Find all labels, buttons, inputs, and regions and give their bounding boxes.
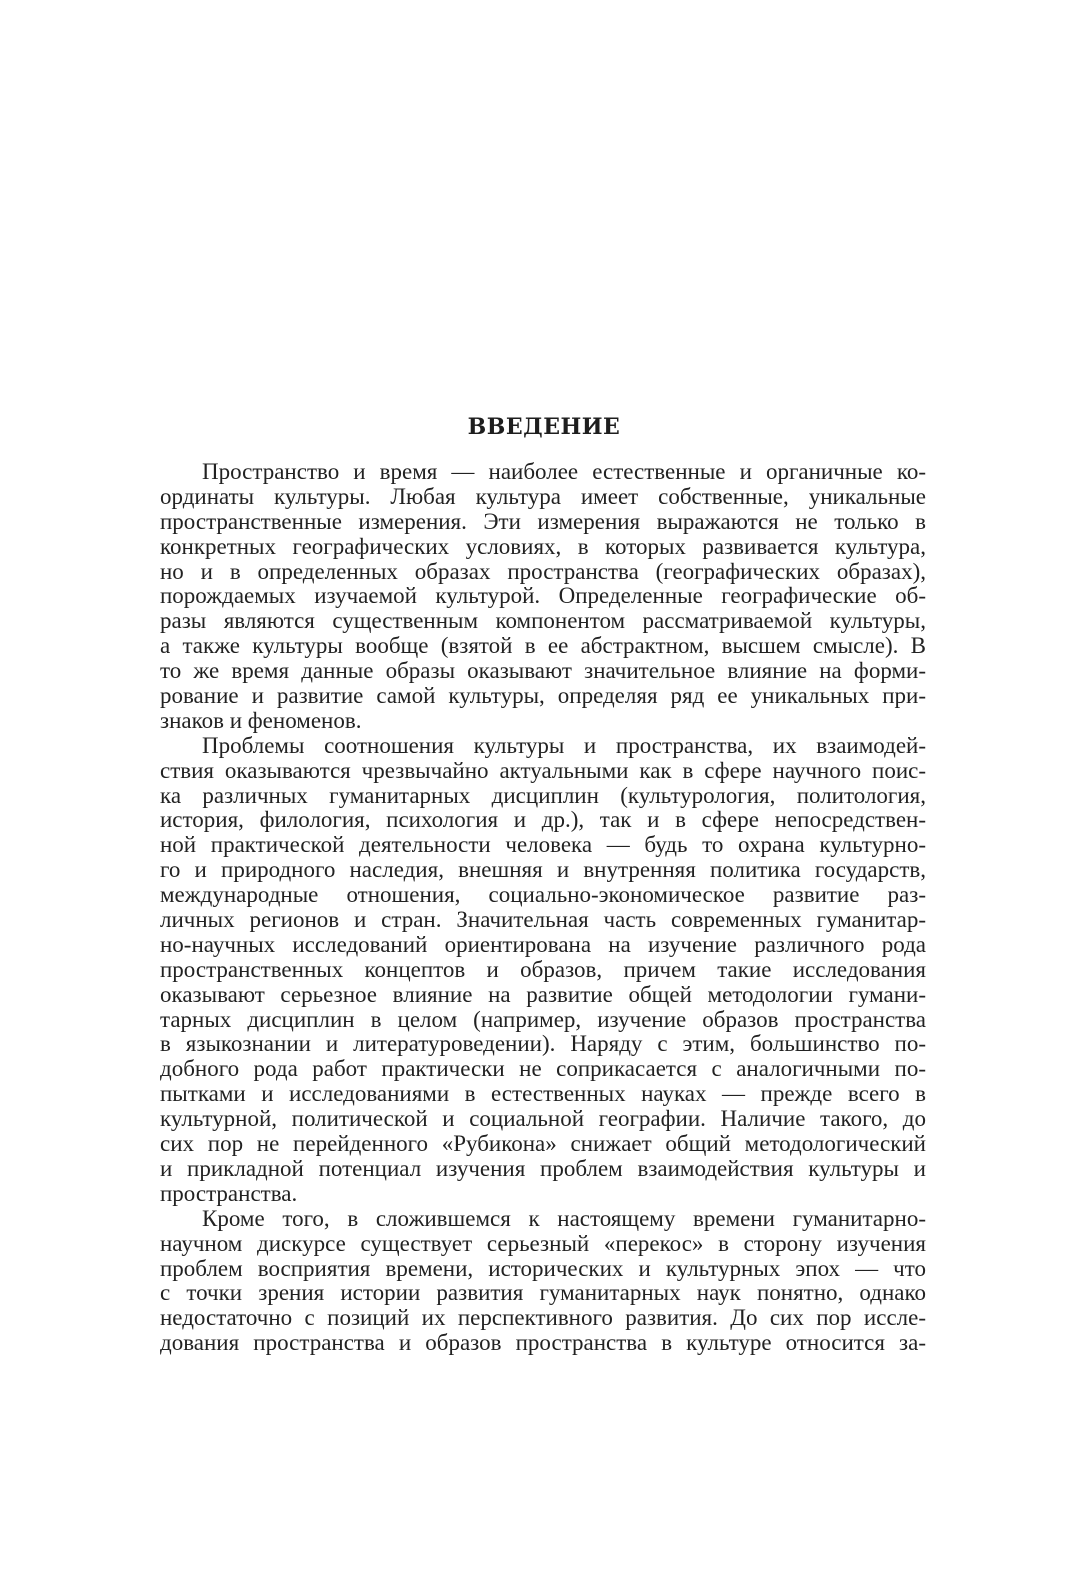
text-line: разы являются существенным компонентом рассматриваемой культуры, [160, 609, 926, 634]
text-line: научном дискурсе существует серьезный «перекос» в сторону изучения [160, 1231, 926, 1256]
paragraph [160, 734, 926, 1207]
text-line: ной практической деятельности человека — будь то охрана культурно- [160, 833, 926, 858]
text-line: недостаточно с позиций их перспективного развития. До сих пор иссле- [160, 1306, 926, 1331]
text-line: Кроме того, в сложившемся к настоящему времени гуманитарно- [202, 1206, 926, 1231]
text-line: в языкознании и литературоведении). Наряду с этим, большинство по- [160, 1032, 926, 1057]
text-line: конкретных географических условиях, в которых развивается культура, [160, 534, 926, 559]
text-line: проблем восприятия времени, исторических и культурных эпох — что [160, 1256, 926, 1281]
text-line: культурной, политической и социальной географии. Наличие такого, до [160, 1107, 926, 1132]
text-line: рование и развитие самой культуры, определяя ряд ее уникальных при- [160, 684, 926, 709]
text-line: личных регионов и стран. Значительная часть современных гуманитар- [160, 908, 926, 933]
text-line: пространственных концептов и образов, причем такие исследования [160, 957, 926, 982]
text-line: сих пор не перейденного «Рубикона» снижает общий методологический [160, 1132, 926, 1157]
paragraph [160, 460, 926, 734]
text-line: го и природного наследия, внешняя и внутренняя политика государств, [160, 858, 926, 883]
text-line: ординаты культуры. Любая культура имеет собственные, уникальные [160, 484, 926, 509]
text-line: пространства. [160, 1181, 298, 1206]
text-line: а также культуры вообще (взятой в ее абстрактном, высшем смысле). В [160, 634, 926, 659]
text-line: пытками и исследованиями в естественных науках — прежде всего в [160, 1082, 926, 1107]
text-line: Пространство и время — наиболее естественные и органичные ко- [202, 460, 926, 484]
paragraph [160, 1207, 926, 1356]
text-line: пространственные измерения. Эти измерения выражаются не только в [160, 509, 926, 534]
text-line: дования пространства и образов пространства в культуре относится за- [160, 1331, 926, 1356]
text-line: но-научных исследований ориентирована на изучение различного рода [160, 932, 926, 957]
text-line: но и в определенных образах пространства (географических образах), [160, 559, 926, 584]
text-line: ствия оказываются чрезвычайно актуальными как в сфере научного поис- [160, 758, 926, 783]
text-line: Проблемы соотношения культуры и пространства, их взаимодей- [202, 733, 926, 758]
text-line: тарных дисциплин в целом (например, изучение образов пространства [160, 1007, 926, 1032]
text-line: история, филология, психология и др.), так и в сфере непосредствен- [160, 808, 926, 833]
body-text [160, 460, 926, 1356]
text-line: международные отношения, социально-экономическое развитие раз- [160, 883, 926, 908]
text-line: ка различных гуманитарных дисциплин (культурология, политология, [160, 783, 926, 808]
text-line: и прикладной потенциал изучения проблем взаимодействия культуры и [160, 1156, 926, 1181]
text-line: с точки зрения истории развития гуманитарных наук понятно, однако [160, 1281, 926, 1306]
chapter-heading: ВВЕДЕНИЕ [467, 414, 621, 440]
text-line: порождаемых изучаемой культурой. Определенные географические об- [160, 584, 926, 609]
text-line: оказывают серьезное влияние на развитие общей методологии гумани- [160, 982, 926, 1007]
text-line: знаков и феноменов. [160, 708, 362, 733]
text-line: то же время данные образы оказывают значительное влияние на форми- [160, 659, 926, 684]
text-line: добного рода работ практически не соприкасается с аналогичными по- [160, 1057, 926, 1082]
